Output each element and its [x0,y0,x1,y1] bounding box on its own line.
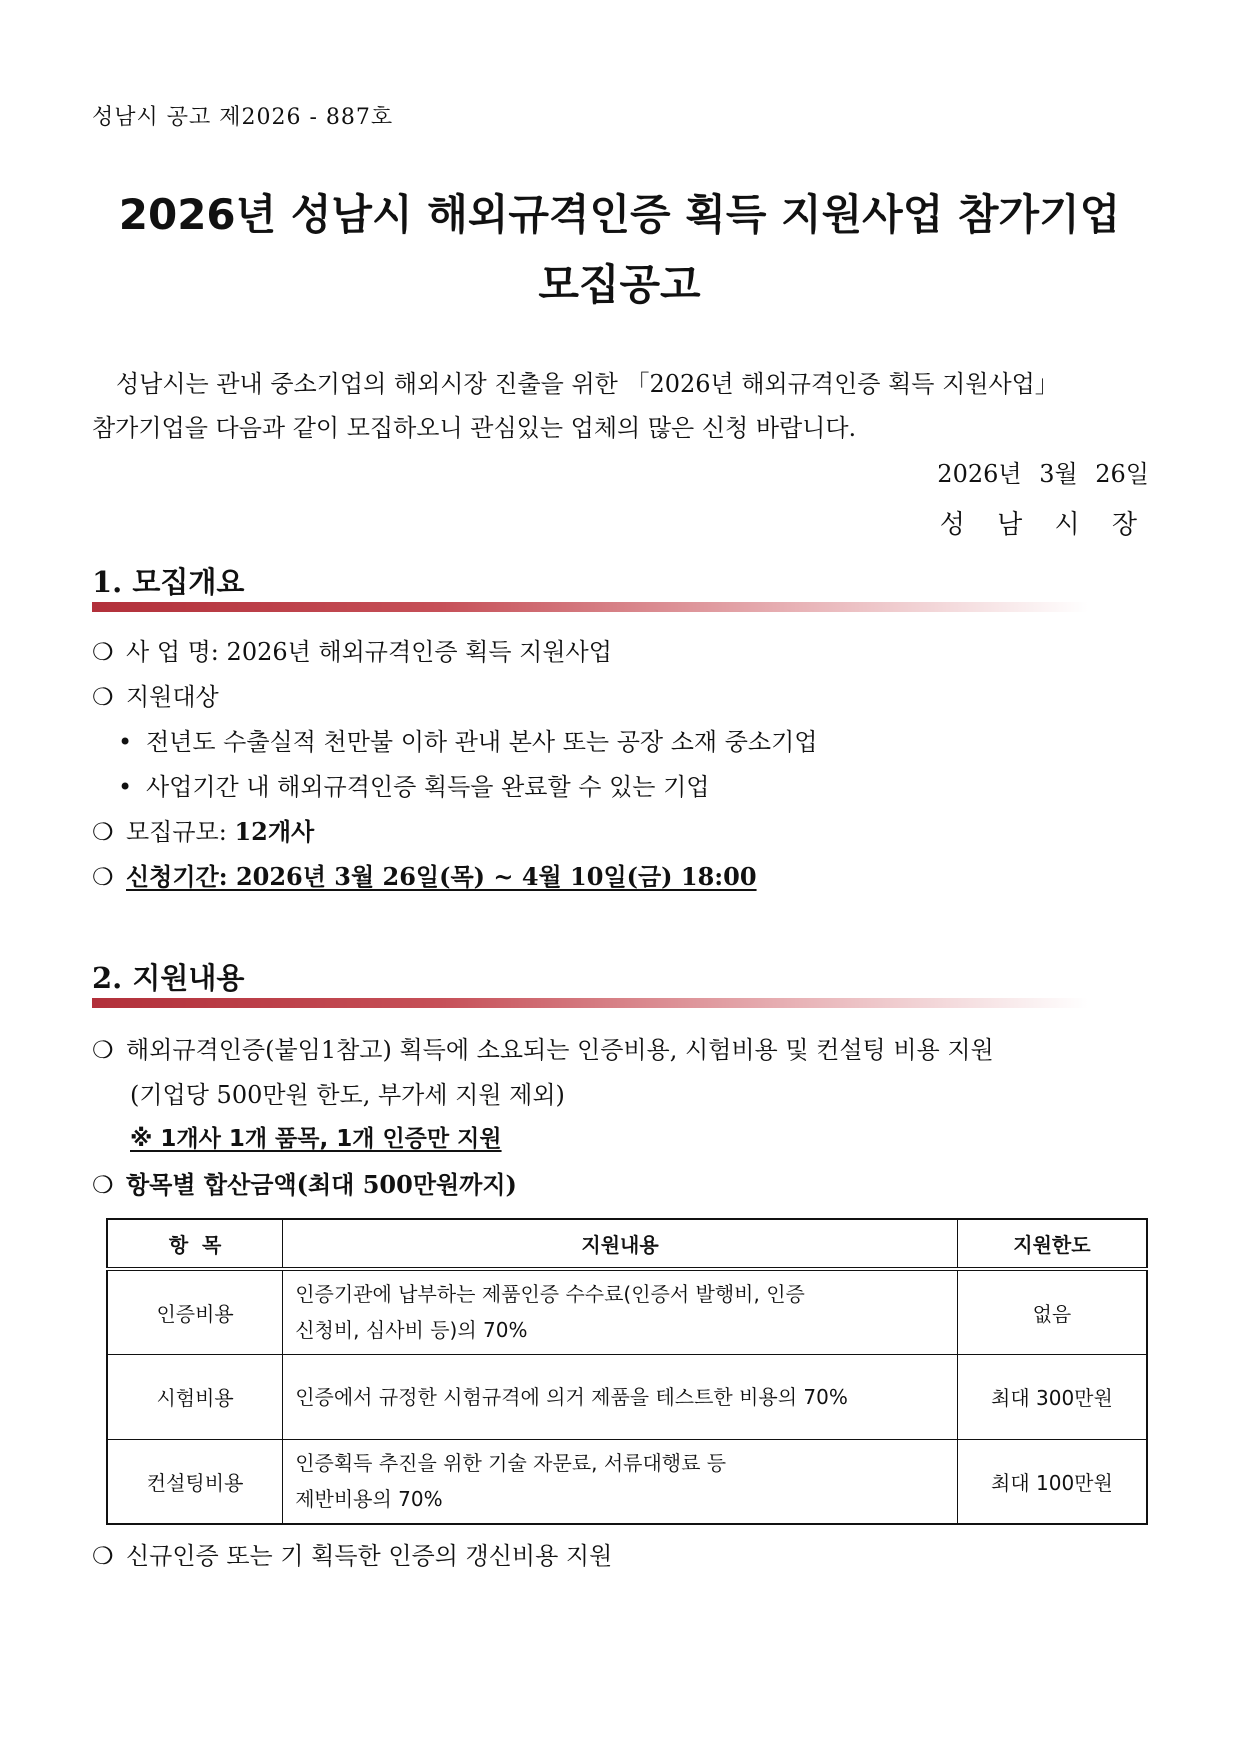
scale-value: 12개사 [234,817,315,846]
intro-line-1: 성남시는 관내 중소기업의 해외시장 진출을 위한 「2026년 해외규격인증 획득 지원사업」 [116,370,1059,398]
table-row [107,1269,1147,1354]
support-line [92,1030,994,1065]
sum-heading-line [92,1165,517,1200]
notice-date: 2026년 3월 26일 [937,460,1149,488]
target-item-text: 사업기간 내 해외규격인증 획득을 완료할 수 있는 기업 [146,773,710,801]
row-limit: 최대 300만원 [957,1354,1147,1439]
period-line [92,857,757,892]
title-line-1: 2026년 성남시 해외규격인증 획득 지원사업 참가기업 [118,190,1121,239]
section-1-heading: 1. 모집개요 [92,565,245,599]
circle-bullet-icon: ❍ [92,638,114,666]
renewal-line [92,1536,612,1571]
row-item: 시험비용 [107,1354,283,1439]
row-item: 인증비용 [107,1269,283,1354]
support-table [106,1218,1148,1525]
table-row [107,1354,1147,1439]
row-content-line: 인증획득 추진을 위한 기술 자문료, 서류대행료 등 [295,1451,727,1476]
circle-bullet-icon: ❍ [92,1036,114,1064]
sum-heading: 항목별 합산금액(최대 500만원까지) [126,1170,517,1199]
row-content [283,1439,958,1524]
target-label: 지원대상 [126,683,219,711]
period-text: 신청기간: 2026년 3월 26일(목) ~ 4월 10일(금) 18:00 [126,862,757,891]
scale-label: 모집규모: [126,818,227,846]
circle-bullet-icon: ❍ [92,1171,114,1199]
dot-bullet-icon: • [118,773,133,801]
notice-number: 성남시 공고 제2026 - 887호 [92,105,394,130]
target-line [92,677,219,712]
scale-line [92,812,314,847]
project-label: 사 업 명: [126,638,219,666]
renewal-text: 신규인증 또는 기 획득한 인증의 갱신비용 지원 [126,1542,613,1570]
project-name-line [92,632,612,667]
circle-bullet-icon: ❍ [92,863,114,891]
target-item [118,722,817,757]
table-row [107,1439,1147,1524]
row-content-line: 인증에서 규정한 시험규격에 의거 제품을 테스트한 비용의 70% [295,1384,848,1409]
row-content-line: 제반비용의 70% [295,1487,443,1512]
circle-bullet-icon: ❍ [92,818,114,846]
support-text: 해외규격인증(붙임1참고) 획득에 소요되는 인증비용, 시험비용 및 컨설팅 비용 지원 [126,1036,994,1064]
intro-paragraph [92,362,1148,450]
col-header-content: 지원내용 [283,1219,958,1269]
dot-bullet-icon: • [118,728,133,756]
circle-bullet-icon: ❍ [92,683,114,711]
circle-bullet-icon: ❍ [92,1542,114,1570]
row-content [283,1269,958,1354]
table-header-row [107,1219,1147,1269]
section-2-divider [92,998,1088,1008]
row-content-line: 신청비, 심사비 등)의 70% [295,1318,528,1343]
issuer: 성 남 시 장 [939,510,1149,540]
row-content-line: 인증기관에 납부하는 제품인증 수수료(인증서 발행비, 인증 [295,1282,805,1307]
row-item: 컨설팅비용 [107,1439,283,1524]
support-note: ※ 1개사 1개 품목, 1개 인증만 지원 [130,1126,502,1152]
row-limit: 최대 100만원 [957,1439,1147,1524]
col-header-limit: 지원한도 [957,1219,1147,1269]
target-item [118,767,709,802]
section-2-heading: 2. 지원내용 [92,961,245,995]
page-title [60,180,1179,320]
row-content [283,1354,958,1439]
support-limit-line: (기업당 500만원 한도, 부가세 지원 제외) [130,1081,565,1109]
project-value: 2026년 해외규격인증 획득 지원사업 [226,638,612,666]
title-line-2: 모집공고 [538,260,701,309]
intro-line-2: 참가기업을 다음과 같이 모집하오니 관심있는 업체의 많은 신청 바랍니다. [92,414,857,442]
row-limit: 없음 [957,1269,1147,1354]
col-header-item: 항 목 [107,1219,283,1269]
target-item-text: 전년도 수출실적 천만불 이하 관내 본사 또는 공장 소재 중소기업 [146,728,818,756]
section-1-divider [92,602,1088,612]
